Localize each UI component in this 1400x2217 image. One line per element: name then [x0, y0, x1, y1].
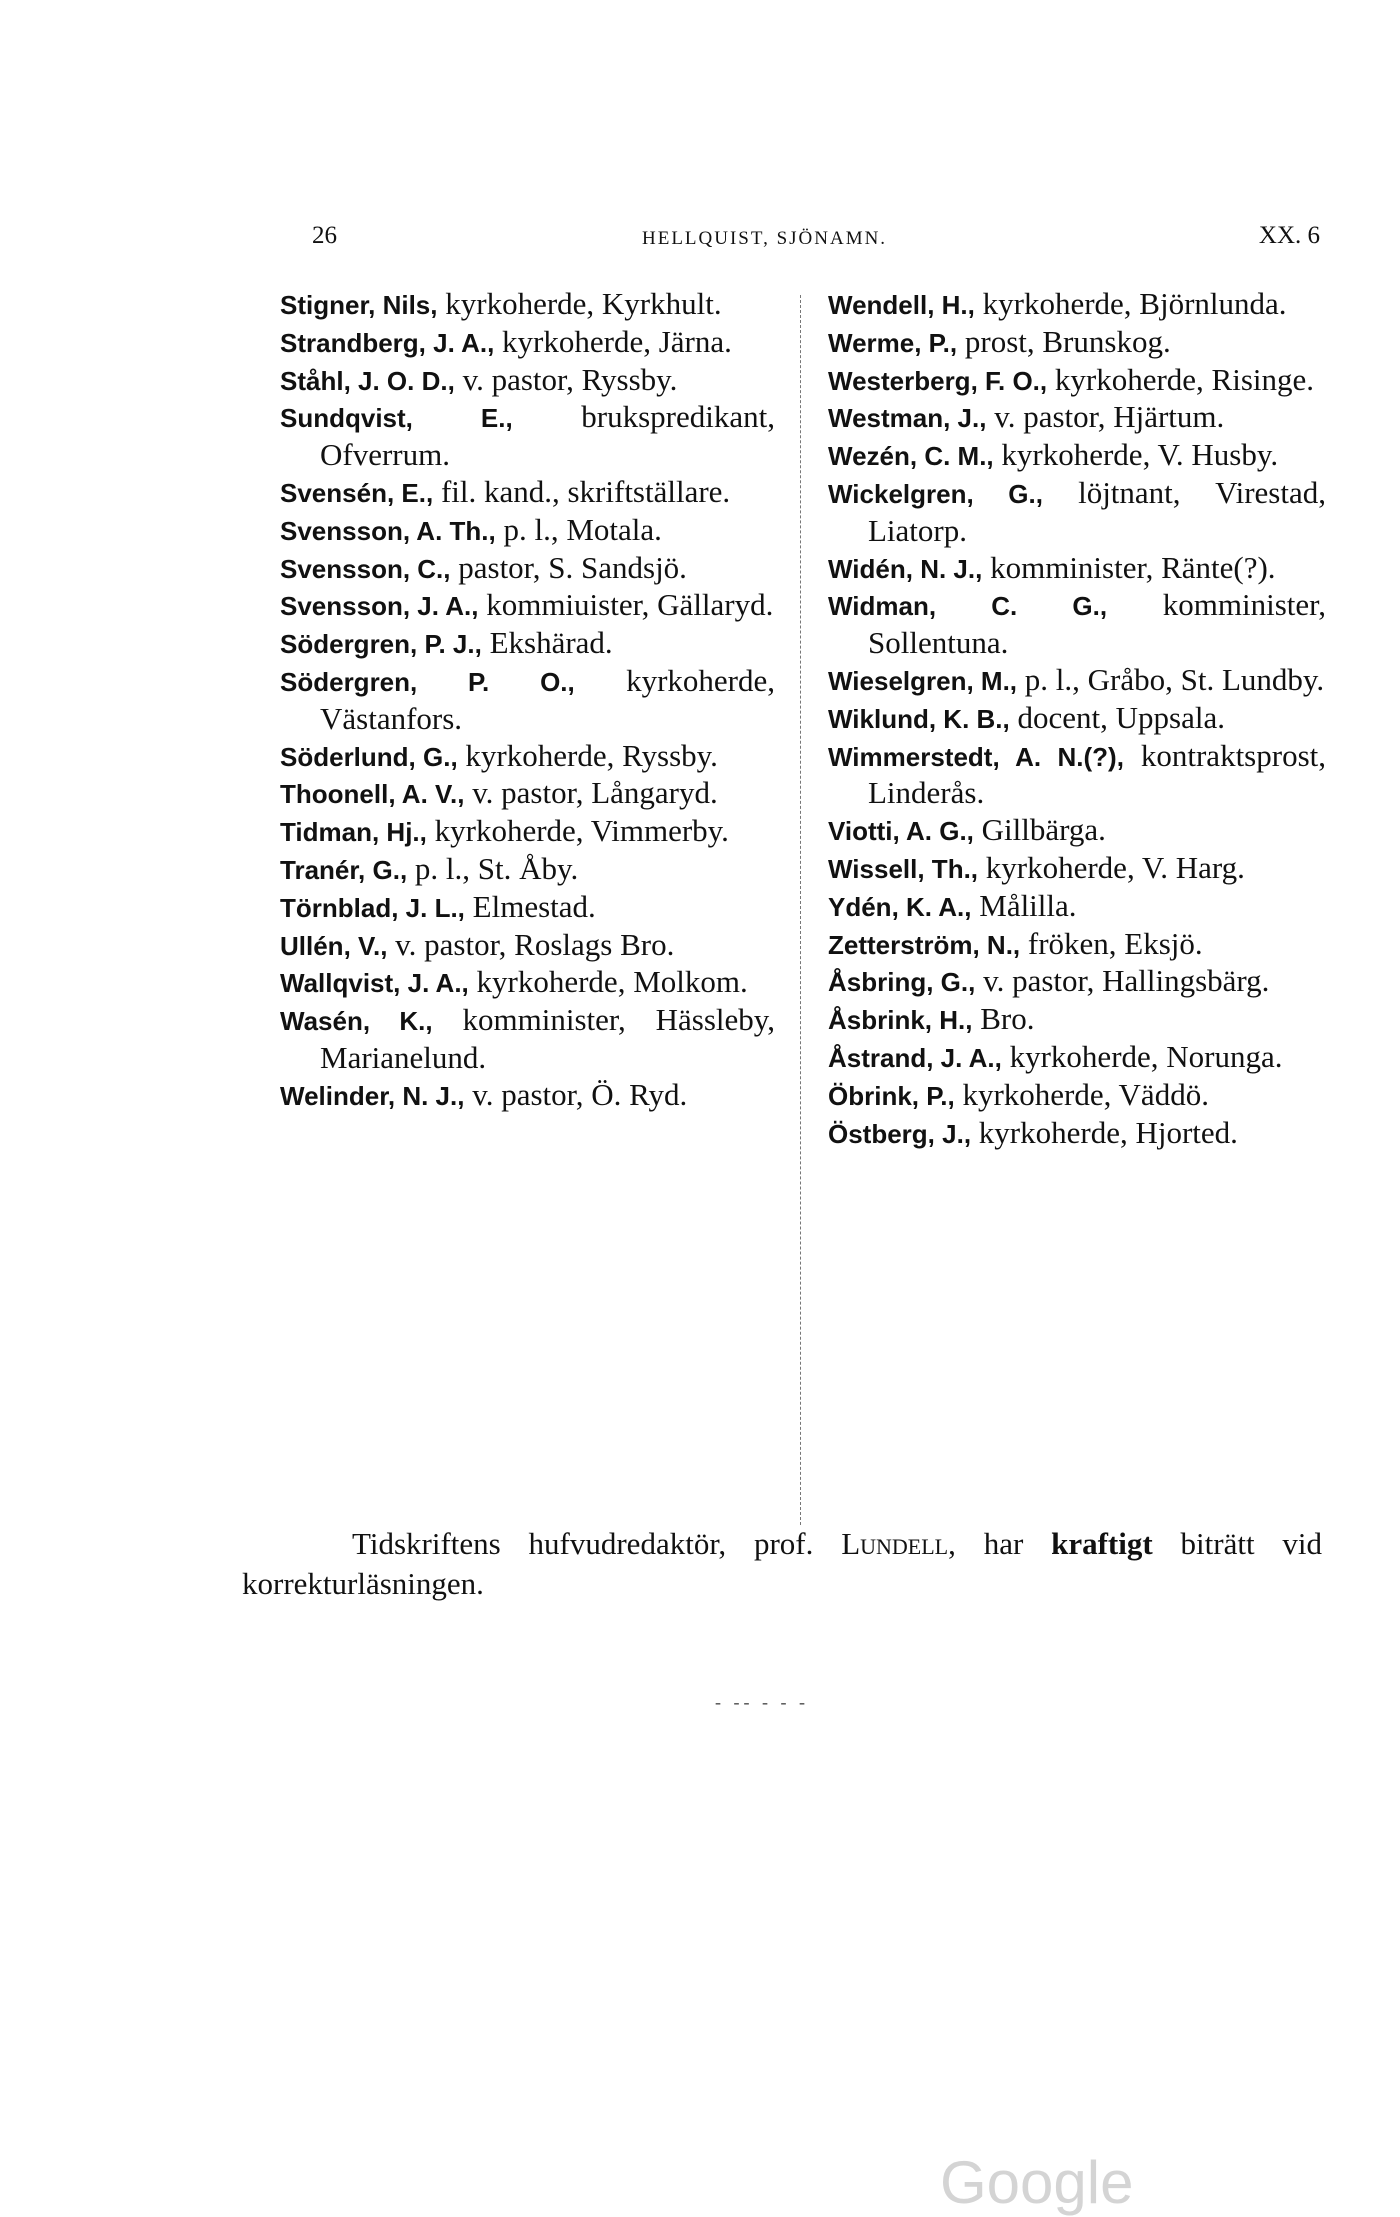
entry-description: prost, Brunskog. — [957, 323, 1171, 359]
entry-description: löjtnant, Virestad, Liatorp. — [868, 474, 1326, 548]
index-entry — [280, 964, 775, 1002]
entry-description: kyrkoherde, V. Husby. — [993, 437, 1279, 473]
entry-description: kyrkoherde, Ryssby. — [457, 737, 718, 773]
index-entry — [280, 738, 775, 776]
entry-name: Södergren, P. J., — [280, 629, 482, 660]
index-entry — [280, 550, 775, 588]
entry-description: kyrkoherde, Väddö. — [954, 1076, 1209, 1112]
index-entry — [828, 286, 1326, 324]
entry-name: Söderlund, G., — [280, 741, 458, 772]
entry-description: kyrkoherde, Molkom. — [468, 964, 748, 1000]
index-entry — [828, 437, 1326, 475]
page-header — [312, 222, 1320, 262]
entry-name: Zetterström, N., — [828, 929, 1021, 960]
entry-name: Wiklund, K. B., — [828, 703, 1010, 734]
entry-description: kyrkoherde, Hjorted. — [971, 1114, 1238, 1150]
index-entry — [828, 587, 1326, 662]
entry-name: Ullén, V., — [280, 930, 388, 961]
index-entry — [828, 738, 1326, 813]
index-entry — [280, 286, 775, 324]
index-entry — [828, 362, 1326, 400]
left-column — [280, 286, 775, 1115]
entry-name: Åstrand, J. A., — [828, 1042, 1002, 1073]
entry-description: kontraktsprost, Linderås. — [868, 737, 1326, 811]
right-column — [828, 286, 1326, 1152]
entry-name: Öbrink, P., — [828, 1080, 955, 1111]
index-entry — [828, 812, 1326, 850]
entry-name: Thoonell, A. V., — [280, 779, 465, 810]
entry-description: pastor, S. Sandsjö. — [450, 549, 687, 585]
footnote-bold-word: kraftigt — [1051, 1526, 1153, 1561]
entry-description: p. l., Motala. — [495, 511, 662, 547]
index-entry — [828, 475, 1326, 550]
entry-name: Tranér, G., — [280, 854, 408, 885]
index-entry — [280, 775, 775, 813]
entry-name: Westerberg, F. O., — [828, 365, 1048, 396]
index-entry — [280, 663, 775, 738]
index-entry — [280, 1002, 775, 1077]
entry-description: p. l., Gråbo, St. Lundby. — [1017, 661, 1325, 697]
print-dashes: - -- - - - — [715, 1692, 809, 1712]
index-entry — [280, 512, 775, 550]
index-entry — [280, 324, 775, 362]
entry-description: kommiuister, Gällaryd. — [478, 587, 774, 623]
entry-name: Wissell, Th., — [828, 853, 979, 884]
index-entry — [828, 700, 1326, 738]
index-entry — [828, 888, 1326, 926]
entry-name: Svensson, J. A., — [280, 591, 479, 622]
entry-name: Welinder, N. J., — [280, 1080, 465, 1111]
entry-description: Elmestad. — [464, 888, 596, 924]
index-entry — [828, 399, 1326, 437]
entry-description: p. l., St. Åby. — [407, 850, 579, 886]
entry-name: Tidman, Hj., — [280, 817, 427, 848]
page-number: 26 — [312, 222, 337, 249]
entry-name: Ståhl, J. O. D., — [280, 365, 455, 396]
entry-description: fil. kand., skriftställare. — [433, 473, 731, 509]
entry-description: kyrkoherde, Kyrkhult. — [437, 286, 722, 321]
index-entry — [828, 1115, 1326, 1153]
entry-description: kyrkoherde, Norunga. — [1001, 1038, 1283, 1074]
entry-name: Svensson, C., — [280, 553, 451, 584]
entry-description: v. pastor, Långaryd. — [464, 775, 718, 811]
entry-name: Sundqvist, E., — [280, 403, 513, 434]
index-entry — [828, 324, 1326, 362]
index-entry — [828, 1077, 1326, 1115]
entry-description: brukspredikant, Ofverrum. — [320, 399, 775, 473]
index-entry — [280, 889, 775, 927]
editor-name: Lundell — [841, 1526, 949, 1561]
entry-description: v. pastor, Roslags Bro. — [387, 926, 675, 962]
entry-name: Svensén, E., — [280, 477, 434, 508]
entry-name: Wimmerstedt, A. N.(?), — [828, 741, 1124, 772]
column-divider — [800, 295, 801, 1525]
footnote-text-after: biträtt vid korrekturläsningen. — [242, 1526, 1322, 1601]
entry-description: v. pastor, Hjärtum. — [986, 399, 1225, 435]
entry-description: Gillbärga. — [973, 812, 1106, 848]
index-entry — [280, 587, 775, 625]
entry-description: v. pastor, Hallingsbärg. — [975, 963, 1270, 999]
entry-description: docent, Uppsala. — [1009, 699, 1225, 735]
entry-description: komminister, Ränte(?). — [982, 549, 1276, 585]
entry-description: Ekshärad. — [481, 625, 613, 661]
footnote-text-middle: , har — [948, 1526, 1052, 1561]
entry-description: komminister, Hässleby, Marianelund. — [320, 1002, 775, 1075]
entry-name: Svensson, A. Th., — [280, 515, 496, 546]
index-entry — [280, 362, 775, 400]
index-entry — [280, 474, 775, 512]
index-entry — [828, 662, 1326, 700]
running-title: HELLQUIST, SJÖNAMN. — [642, 228, 888, 249]
entry-description: kyrkoherde, Vimmerby. — [426, 813, 729, 849]
entry-description: kyrkoherde, Björnlunda. — [974, 286, 1287, 321]
index-entry — [280, 851, 775, 889]
entry-description: v. pastor, Ryssby. — [454, 361, 678, 397]
google-watermark: Google — [940, 2149, 1134, 2216]
index-entry — [828, 1039, 1326, 1077]
entry-name: Westman, J., — [828, 403, 987, 434]
entry-name: Stigner, Nils, — [280, 290, 438, 320]
index-entry — [828, 963, 1326, 1001]
index-entry — [280, 1077, 775, 1115]
entry-description: Bro. — [972, 1001, 1035, 1037]
entry-description: v. pastor, Ö. Ryd. — [464, 1076, 688, 1112]
entry-name: Widman, C. G., — [828, 591, 1108, 622]
entry-name: Östberg, J., — [828, 1118, 972, 1149]
index-entry — [280, 927, 775, 965]
entry-description: kyrkoherde, Risinge. — [1047, 361, 1315, 397]
entry-description: kyrkoherde, Västanfors. — [320, 662, 775, 736]
entry-name: Widén, N. J., — [828, 553, 983, 584]
entry-name: Viotti, A. G., — [828, 816, 974, 847]
entry-description: kyrkoherde, V. Harg. — [978, 849, 1245, 885]
index-entry — [828, 850, 1326, 888]
entry-name: Strandberg, J. A., — [280, 327, 495, 358]
entry-name: Södergren, P. O., — [280, 666, 575, 697]
index-entry — [280, 625, 775, 663]
footnote-text-before: Tidskriftens hufvudredaktör, prof. — [352, 1526, 842, 1561]
entry-description: kyrkoherde, Järna. — [494, 323, 732, 359]
entry-name: Wendell, H., — [828, 290, 975, 320]
entry-description: komminister, Sollentuna. — [868, 587, 1326, 661]
volume-number: XX. 6 — [1258, 222, 1320, 249]
entry-name: Ydén, K. A., — [828, 891, 972, 922]
entry-description: Målilla. — [971, 887, 1077, 923]
entry-name: Werme, P., — [828, 327, 958, 358]
footnote — [242, 1524, 1322, 1604]
entry-name: Åsbrink, H., — [828, 1005, 973, 1036]
entry-name: Åsbring, G., — [828, 967, 976, 998]
index-entry — [828, 926, 1326, 964]
entry-name: Törnblad, J. L., — [280, 892, 465, 923]
index-entry — [280, 813, 775, 851]
entry-name: Wezén, C. M., — [828, 441, 994, 472]
entry-description: fröken, Eksjö. — [1020, 925, 1203, 961]
entry-name: Wallqvist, J. A., — [280, 968, 469, 999]
index-entry — [280, 399, 775, 474]
index-entry — [828, 550, 1326, 588]
entry-name: Wasén, K., — [280, 1006, 433, 1037]
entry-name: Wickelgren, G., — [828, 478, 1043, 509]
index-entry — [828, 1001, 1326, 1039]
entry-name: Wieselgren, M., — [828, 665, 1018, 696]
